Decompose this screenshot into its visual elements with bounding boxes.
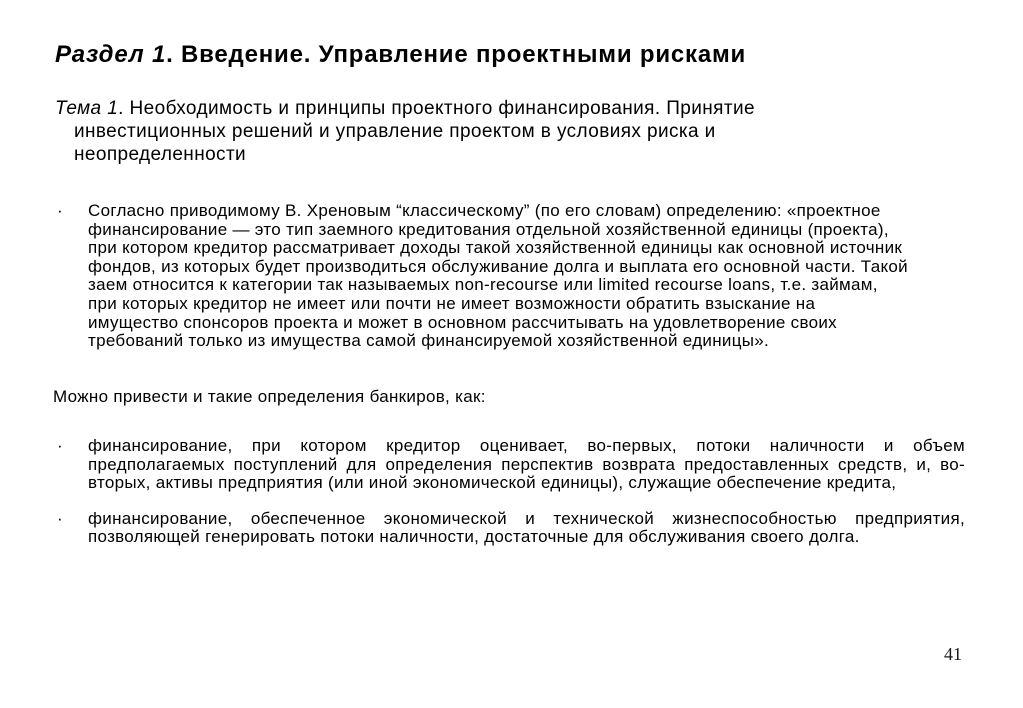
bullet-item-viability: · финансирование, обеспеченное экономической и технической жизнеспособностью предприятия, позволяющей генерировать потоки наличности, достаточные для обслуживания своего долга. [88, 510, 965, 547]
bullet-item-cashflow: · финансирование, при котором кредитор оценивает, во-первых, потоки наличности и объем предполагаемых поступлений для определения перспектив возврата предоставленных средств, и, во-вторых, активы предприятия (или иной экономической единицы), служащие обеспечение кредита, [88, 437, 965, 493]
topic-subtitle-text: . Необходимость и принципы проектного финансирования. Принятие инвестиционных решений и управление проектом в условиях риска и неопределенности [74, 98, 755, 165]
section-title [55, 41, 746, 69]
page-number: 41 [944, 644, 962, 664]
section-title-prefix: Раздел 1 [55, 41, 167, 68]
bullet-item-definition: · Согласно приводимому В. Хреновым “классическому” (по его словам) определению: «проектное финансирование — это тип заемного кредитования отдельной хозяйственной единицы (проекта), при котором кредитор рассматривает доходы такой хозяйственной единицы как основной источник фондов, из которых будет производиться обслуживание долга и выплата его основной части. Такой заем относится к категории так называемых non-recourse или limited recourse loans, т.е. займам, при которых кредитор не имеет или почти не имеет возможности обратить взыскание на имущество спонсоров проекта и может в основном рассчитывать на удовлетворение своих требований только из имущества самой финансируемой хозяйственной единицы». [88, 202, 910, 351]
section-title-text: . Введение. Управление проектными рисками [166, 41, 747, 68]
topic-subtitle-prefix: Тема 1 [55, 98, 119, 119]
definition-bullet-list [88, 202, 910, 351]
topic-subtitle [55, 97, 836, 166]
bankers-bullet-list [88, 437, 965, 564]
bankers-intro-line: Можно привести и такие определения банкиров, как: [53, 387, 486, 406]
